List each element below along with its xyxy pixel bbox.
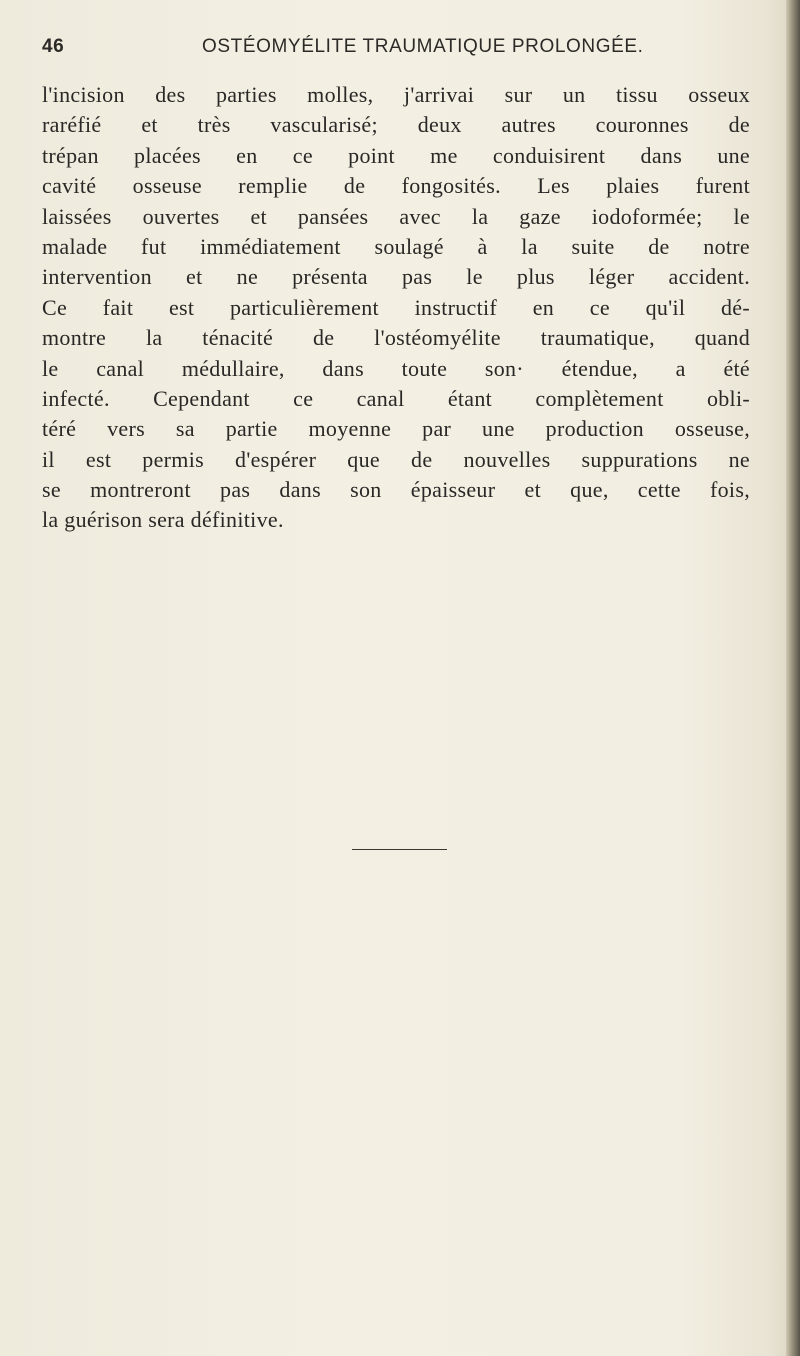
- section-end-rule: [352, 849, 447, 850]
- text-line: raréfié et très vascularisé; deux autres couronnes de: [42, 112, 750, 138]
- running-title: OSTÉOMYÉLITE TRAUMATIQUE PROLONGÉE.: [202, 36, 644, 57]
- page-number: 46: [42, 36, 65, 57]
- text-line: infecté. Cependant ce canal étant complètement obli-: [42, 385, 750, 411]
- text-line: téré vers sa partie moyenne par une production osseuse,: [42, 416, 750, 442]
- page-edge-shadow: [786, 0, 800, 1356]
- text-line: l'incision des parties molles, j'arrivai sur un tissu osseux: [42, 82, 750, 107]
- text-line: malade fut immédiatement soulagé à la suite de notre: [42, 233, 750, 259]
- text-line: la guérison sera définitive.: [42, 507, 284, 533]
- text-line: Ce fait est particulièrement instructif en ce qu'il dé-: [42, 294, 750, 320]
- text-line: montre la ténacité de l'ostéomyélite traumatique, quand: [42, 325, 750, 351]
- text-line: trépan placées en ce point me conduisirent dans une: [42, 142, 750, 168]
- text-line: intervention et ne présenta pas le plus léger accident.: [42, 264, 750, 290]
- text-line: laissées ouvertes et pansées avec la gaze iodoformée; le: [42, 203, 750, 229]
- text-line: se montreront pas dans son épaisseur et que, cette fois,: [42, 477, 750, 503]
- text-line: il est permis d'espérer que de nouvelles suppurations ne: [42, 446, 750, 472]
- text-line: cavité osseuse remplie de fongosités. Les plaies furent: [42, 173, 750, 199]
- text-line: le canal médullaire, dans toute son· étendue, a été: [42, 355, 750, 381]
- body-paragraph: [42, 80, 750, 536]
- running-head: [42, 36, 742, 66]
